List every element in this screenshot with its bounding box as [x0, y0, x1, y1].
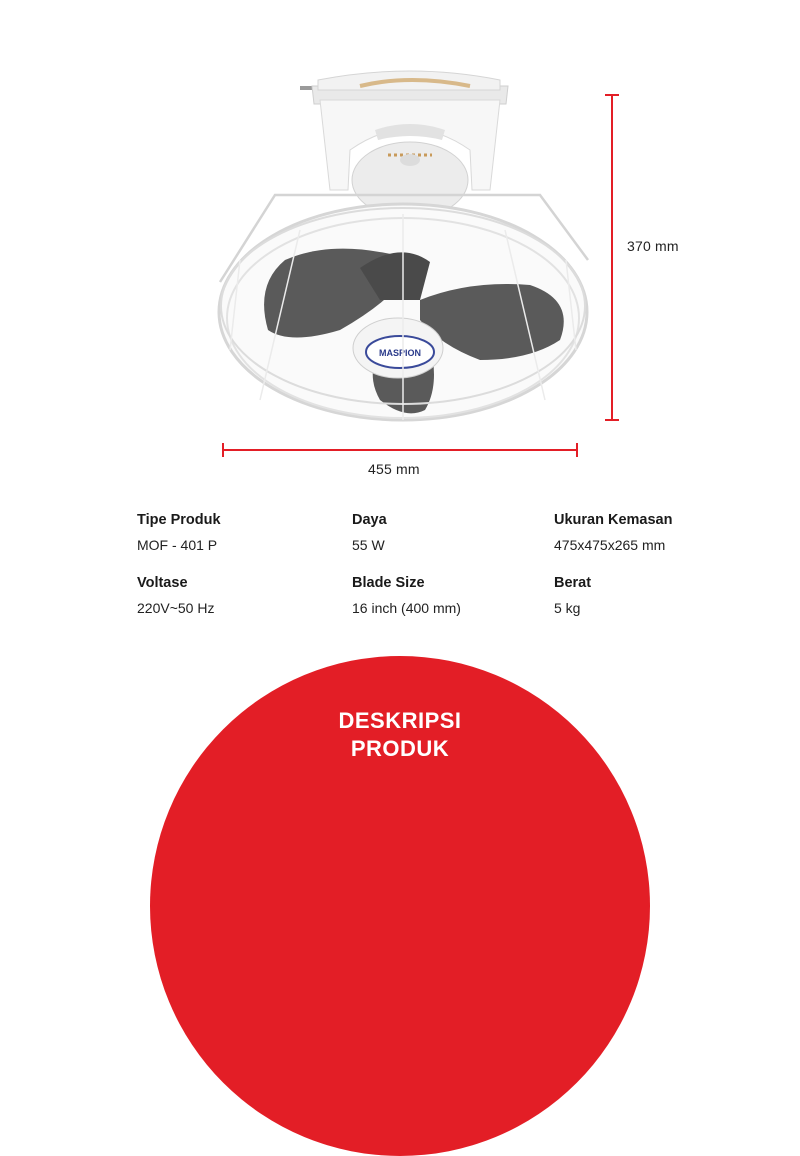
footer-title	[0, 707, 800, 763]
spec-ukuran-kemasan	[554, 512, 672, 553]
spec-label: Daya	[352, 512, 387, 528]
spec-value: 475x475x265 mm	[554, 537, 666, 553]
spec-label: Voltase	[137, 575, 188, 591]
width-dimension-label: 455 mm	[368, 461, 420, 477]
spec-label: Ukuran Kemasan	[554, 512, 673, 528]
fan-hub	[353, 318, 443, 378]
spec-tipe-produk	[137, 512, 221, 553]
spec-label: Berat	[554, 575, 592, 591]
spec-daya	[352, 512, 387, 553]
width-dimension-line	[223, 443, 577, 457]
brand-logo: MASPION	[378, 348, 422, 358]
spec-blade-size	[352, 575, 461, 616]
spec-value: 5 kg	[554, 600, 581, 616]
footer-title-line2: PRODUK	[350, 736, 450, 761]
spec-value: 220V~50 Hz	[137, 600, 215, 616]
spec-label: Tipe Produk	[137, 512, 221, 528]
footer-title-line1: DESKRIPSI	[338, 708, 462, 733]
spec-label: Blade Size	[352, 575, 425, 591]
spec-berat	[554, 575, 591, 616]
height-dimension-line	[605, 95, 619, 420]
spec-value: 16 inch (400 mm)	[352, 600, 461, 616]
spec-value: 55 W	[352, 537, 385, 553]
spec-voltase	[137, 575, 214, 616]
height-dimension-label: 370 mm	[627, 238, 679, 254]
spec-value: MOF - 401 P	[137, 537, 218, 553]
